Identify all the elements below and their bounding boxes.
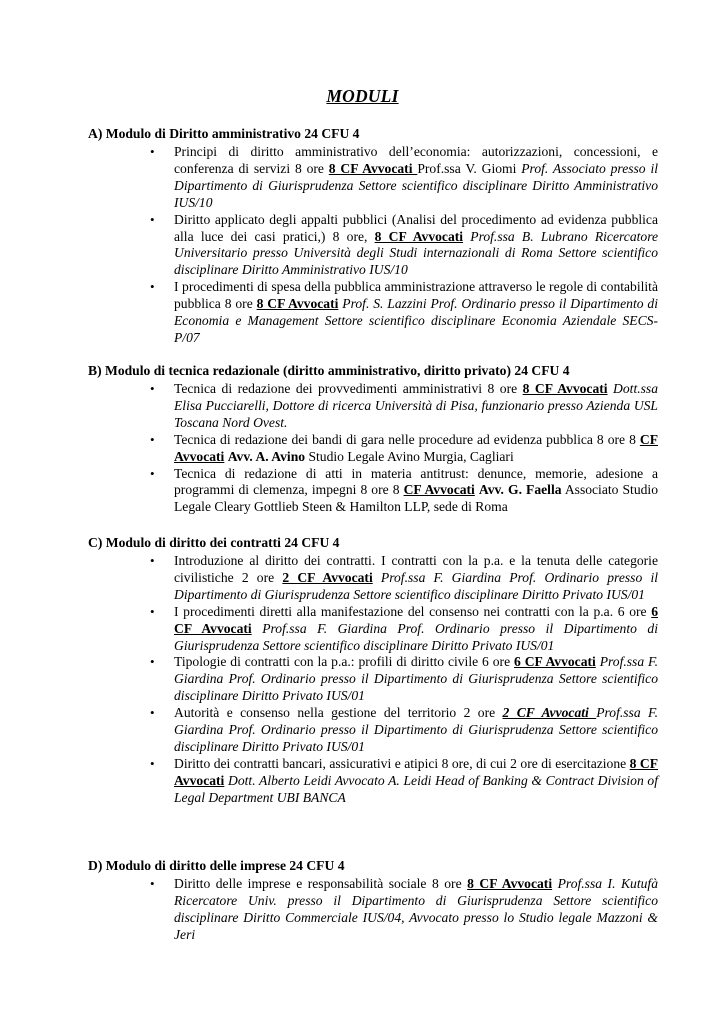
section-heading: A) Modulo di Diritto amministrativo 24 CFU 4	[88, 126, 360, 141]
page-title: MODULI	[326, 86, 399, 106]
list-item: • I procedimenti diretti alla manifestazione del consenso nei contratti con la p.a. 6 ore 6 CF Avvocati Prof.ssa F. Giardina Prof. Ordinario presso il Dipartimento di Giurisprudenza Settore scientifico disciplinare Diritto Privato IUS/01	[150, 603, 658, 653]
section-a	[88, 126, 658, 347]
bullet-icon: •	[150, 211, 155, 227]
bullet-icon: •	[150, 603, 155, 619]
bullet-icon: •	[150, 553, 155, 568]
bullet-icon: •	[150, 144, 155, 159]
lecturer-name: Avv. G. Faella	[478, 482, 562, 498]
section-d	[88, 858, 658, 944]
bullet-icon: •	[150, 431, 155, 447]
bullet-icon: •	[150, 876, 155, 891]
cf-credits: CF Avvocati	[174, 431, 658, 464]
bullet-icon: •	[150, 465, 155, 481]
bullet-icon: •	[150, 279, 155, 295]
list-item: • Tecnica di redazione dei bandi di gara nelle procedure ad evidenza pubblica 8 ore 8 CF Avvocati Avv. A. Avino Studio Legale Avino Murgia, Cagliari	[150, 431, 658, 464]
section-heading: B) Modulo di tecnica redazionale (diritto amministrativo, diritto privato) 24 CFU 4	[88, 363, 570, 378]
cf-credits: 8 CF Avvocati	[328, 160, 418, 176]
list-item: • Principi di diritto amministrativo dell’economia: autorizzazioni, concessioni, e conferenza di servizi 8 ore 8 CF Avvocati Prof.ssa V. Giomi Prof. Associato presso il Dipartimento di Giurisprudenza Settore scientifico disciplinare Diritto Amministrativo IUS/10	[150, 144, 659, 210]
cf-credits: 6 CF Avvocati	[514, 654, 596, 670]
bullet-icon: •	[150, 381, 155, 396]
list-item: • Diritto applicato degli appalti pubblici (Analisi del procedimento ad evidenza pubblica alla luce dei casi pratici,) 8 ore, 8 CF Avvocati Prof.ssa B. Lubrano Ricercatore Universitario presso Università degli Studi internazionali di Roma Settore scientifico disciplinare Diritto Amministrativo IUS/10	[150, 211, 659, 278]
lecturer-name: Avv. A. Avino	[227, 448, 306, 464]
list-item: • I procedimenti di spesa della pubblica amministrazione attraverso le regole di contabilità pubblica 8 ore 8 CF Avvocati Prof. S. Lazzini Prof. Ordinario presso il Dipartimento di Economia e Management Settore scientifico disciplinare Economia Aziendale SECS-P/07	[150, 279, 658, 345]
cf-credits: 8 CF Avvocati	[174, 755, 658, 788]
cf-credits: 8 CF Avvocati	[256, 296, 339, 312]
list-item: • Introduzione al diritto dei contratti. I contratti con la p.a. e la tenuta delle categorie civilistiche 2 ore 2 CF Avvocati Prof.ssa F. Giardina Prof. Ordinario presso il Dipartimento di Giurisprudenza Settore scientifico disciplinare Diritto Privato IUS/01	[150, 553, 658, 602]
section-heading: C) Modulo di diritto dei contratti 24 CFU 4	[88, 535, 340, 550]
section-b	[88, 363, 658, 516]
bullet-icon: •	[150, 705, 155, 721]
list-item: • Tipologie di contratti con la p.a.: profili di diritto civile 6 ore 6 CF Avvocati Prof.ssa F. Giardina Prof. Ordinario presso il Dipartimento di Giurisprudenza Settore scientifico disciplinare Diritto Privato IUS/01	[150, 654, 658, 704]
cf-credits: 2 CF Avvocati	[502, 705, 597, 721]
section-c	[88, 535, 658, 807]
cf-credits: 8 CF Avvocati	[374, 228, 464, 244]
list-item: • Diritto delle imprese e responsabilità sociale 8 ore 8 CF Avvocati Prof.ssa I. Kutufà Ricercatore Univ. presso il Dipartimento di Giurisprudenza Settore scientifico disciplinare Diritto Commerciale IUS/04, Avvocato presso lo Studio legale Mazzoni & Jeri	[150, 876, 658, 942]
section-heading: D) Modulo di diritto delle imprese 24 CFU 4	[88, 858, 345, 873]
bullet-icon: •	[150, 755, 155, 771]
list-item: • Tecnica di redazione dei provvedimenti amministrativi 8 ore 8 CF Avvocati Dott.ssa Elisa Pucciarelli, Dottore di ricerca Università di Pisa, funzionario presso Azienda USL Toscana Nord Ovest.	[150, 381, 658, 430]
list-item: • Tecnica di redazione di atti in materia antitrust: denunce, memorie, adesione a programmi di clemenza, impegni 8 ore 8 CF Avvocati Avv. G. Faella Associato Studio Legale Cleary Gottlieb Steen & Hamilton LLP, sede di Roma	[150, 465, 659, 515]
cf-credits: 2 CF Avvocati	[282, 569, 373, 585]
bullet-icon: •	[150, 654, 155, 670]
cf-credits: 6 CF Avvocati	[174, 603, 658, 636]
list-item: • Diritto dei contratti bancari, assicurativi e atipici 8 ore, di cui 2 ore di esercitazione 8 CF Avvocati Dott. Alberto Leidi Avvocato A. Leidi Head of Banking & Contract Division of Legal Department UBI BANCA	[150, 755, 658, 805]
list-item: • Autorità e consenso nella gestione del territorio 2 ore 2 CF Avvocati Prof.ssa F. Giardina Prof. Ordinario presso il Dipartimento di Giurisprudenza Settore scientifico disciplinare Diritto Privato IUS/01	[150, 705, 658, 754]
cf-credits: 8 CF Avvocati	[467, 876, 553, 891]
cf-credits: CF Avvocati	[403, 482, 475, 498]
cf-credits: 8 CF Avvocati	[522, 381, 608, 396]
